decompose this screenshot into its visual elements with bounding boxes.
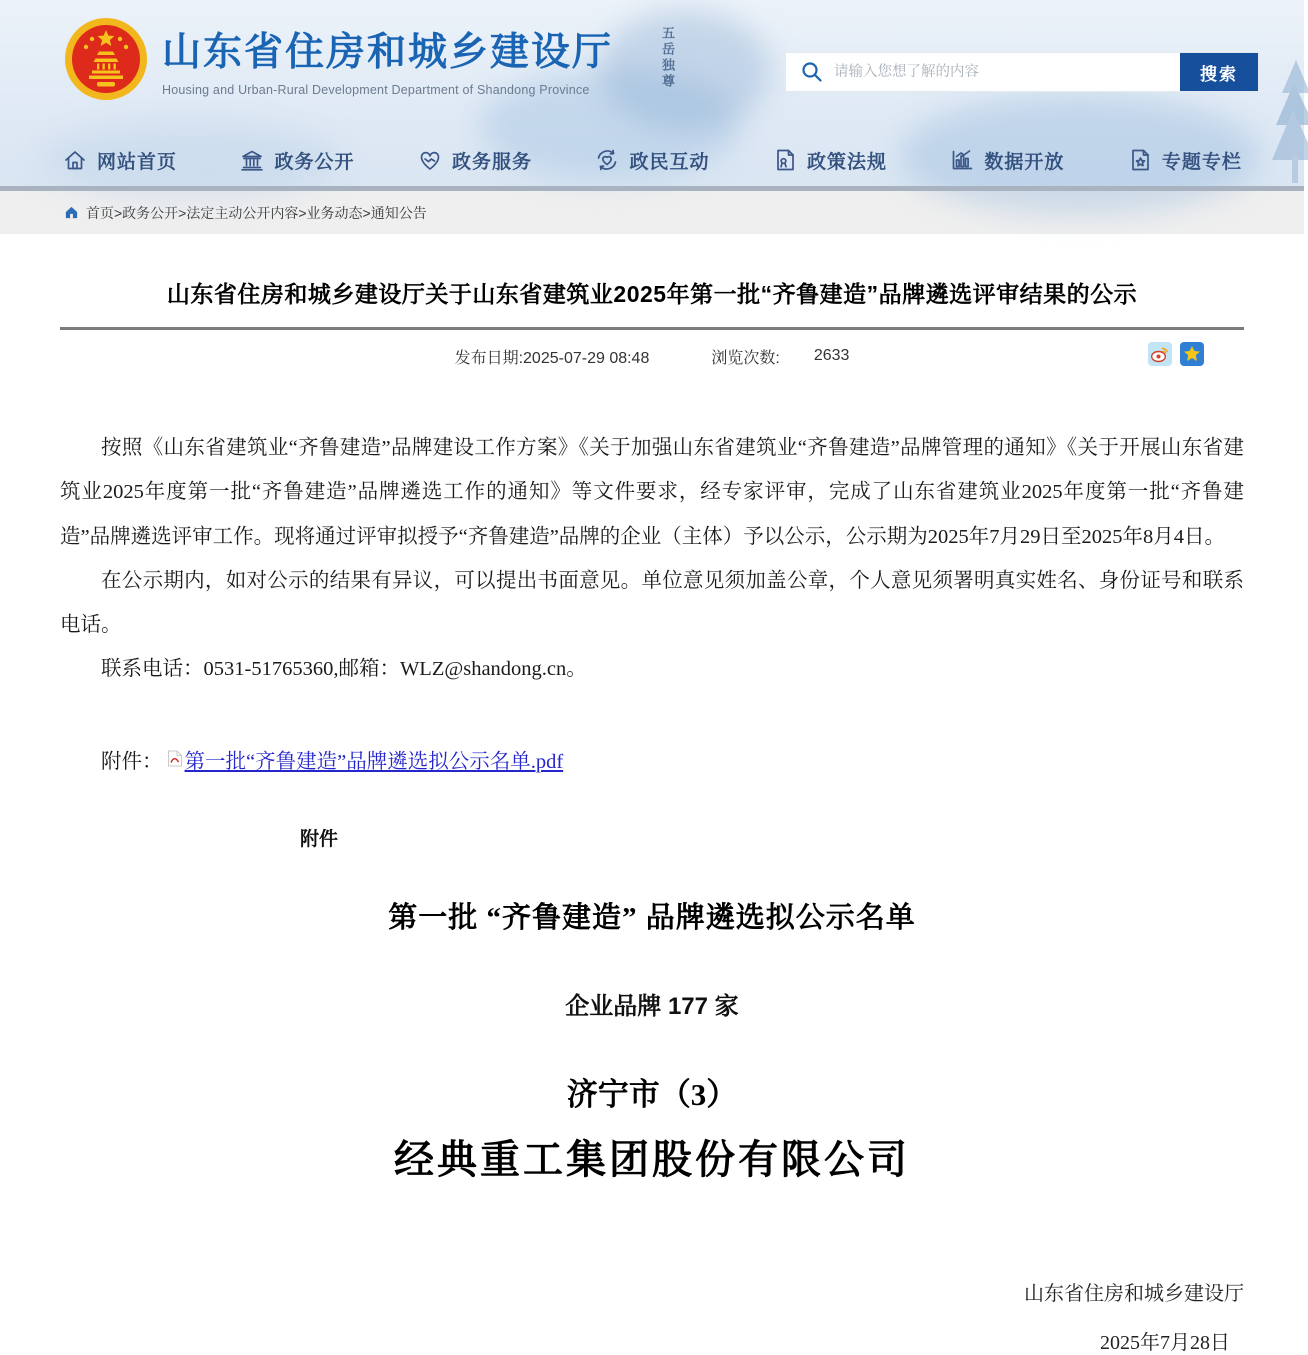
views-label: 浏览次数:	[711, 349, 780, 367]
attachment-label: 附件：	[101, 750, 163, 773]
document-signature: 山东省住房和城乡建设厅	[1024, 1282, 1244, 1305]
breadcrumb-path[interactable]: 首页>政务公开>法定主动公开内容>业务动态>通知公告	[86, 204, 427, 221]
article-meta	[60, 330, 1244, 382]
painting-caption: 五岳独尊	[660, 26, 675, 90]
site-header	[0, 0, 1304, 191]
article-title: 山东省住房和城乡建设厅关于山东省建筑业2025年第一批“齐鲁建造”品牌遴选评审结果的公示	[166, 281, 1138, 307]
nav-item-special-topics[interactable]	[1127, 147, 1242, 174]
qzone-share-icon[interactable]	[1180, 342, 1204, 366]
publish-date: 发布日期:2025-07-29 08:48	[454, 349, 650, 367]
nav-item-home[interactable]	[62, 147, 177, 174]
header-separator	[0, 186, 1304, 191]
document-sign-date: 2025年7月28日	[1100, 1331, 1230, 1354]
nav-item-label: 专题专栏	[1161, 151, 1242, 173]
attachment-link[interactable]: 第一批“齐鲁建造”品牌遴选拟公示名单.pdf	[184, 750, 564, 773]
main-navigation	[0, 134, 1304, 186]
nav-item-label: 政民互动	[629, 151, 710, 173]
breadcrumb	[0, 191, 1304, 234]
search-button[interactable]: 搜索	[1180, 53, 1258, 91]
government-building-icon	[239, 147, 265, 173]
attachment-row	[60, 744, 1244, 774]
document-company-name: 经典重工集团股份有限公司	[394, 1136, 910, 1182]
search-box	[786, 53, 1180, 91]
paragraph: 按照《山东省建筑业“齐鲁建造”品牌建设工作方案》《关于加强山东省建筑业“齐鲁建造”品牌管理的通知》《关于开展山东省建筑业2025年度第一批“齐鲁建造”品牌遴选工作的通知》等文件要求，经专家评审，完成了山东省建筑业2025年度第一批“齐鲁建造”品牌遴选评审工作。现将通过评审拟授予“齐鲁建造”品牌的企业（主体）予以公示，公示期为2025年7月29日至2025年8月4日。	[60, 437, 1244, 548]
data-chart-icon	[949, 147, 975, 173]
home-icon	[62, 147, 88, 173]
document-city-heading: 济宁市（3）	[566, 1076, 738, 1112]
search-input[interactable]	[834, 53, 1180, 91]
nav-item-gov-info[interactable]	[239, 147, 354, 174]
share-buttons	[1148, 342, 1204, 366]
nav-item-label: 网站首页	[97, 151, 178, 173]
policy-document-icon	[772, 147, 798, 173]
nav-item-label: 政务服务	[451, 151, 532, 173]
nav-item-policies[interactable]	[772, 147, 887, 174]
views-count: 2633	[813, 347, 850, 364]
nav-item-label: 政策法规	[806, 151, 887, 173]
article-body	[60, 426, 1244, 692]
national-emblem-icon	[64, 16, 148, 102]
nav-item-open-data[interactable]	[949, 147, 1064, 174]
breadcrumb-home-icon	[64, 205, 79, 220]
site-logo[interactable]	[64, 16, 613, 102]
paragraph: 在公示期内，如对公示的结果有异议，可以提出书面意见。单位意见须加盖公章，个人意见须署明真实姓名、身份证号和联系电话。	[60, 569, 1244, 637]
site-search	[786, 53, 1258, 91]
search-icon	[800, 60, 824, 84]
document-annex-label: 附件	[300, 828, 339, 850]
document-title: 第一批 “齐鲁建造” 品牌遴选拟公示名单	[388, 901, 916, 934]
nav-item-label: 政务公开	[274, 151, 355, 173]
document-brand-count: 企业品牌 177 家	[565, 992, 739, 1020]
site-subtitle: Housing and Urban-Rural Development Department of Shandong Province	[162, 83, 590, 97]
nav-item-gov-services[interactable]	[417, 147, 532, 174]
site-title-block	[162, 21, 613, 97]
weibo-share-icon[interactable]	[1148, 342, 1172, 366]
special-topics-icon	[1127, 147, 1153, 173]
interaction-heart-icon	[594, 147, 620, 173]
paragraph: 联系电话：0531-51765360,邮箱：WLZ@shandong.cn。	[101, 658, 587, 681]
site-title: 山东省住房和城乡建设厅	[162, 31, 614, 74]
mountain-painting-decoration	[600, 10, 770, 130]
pdf-icon	[167, 750, 183, 767]
nav-item-label: 数据开放	[984, 151, 1065, 173]
document-preview	[60, 824, 1244, 1355]
article-content	[0, 276, 1304, 1355]
handshake-heart-icon	[417, 147, 443, 173]
nav-item-interaction[interactable]	[594, 147, 709, 174]
